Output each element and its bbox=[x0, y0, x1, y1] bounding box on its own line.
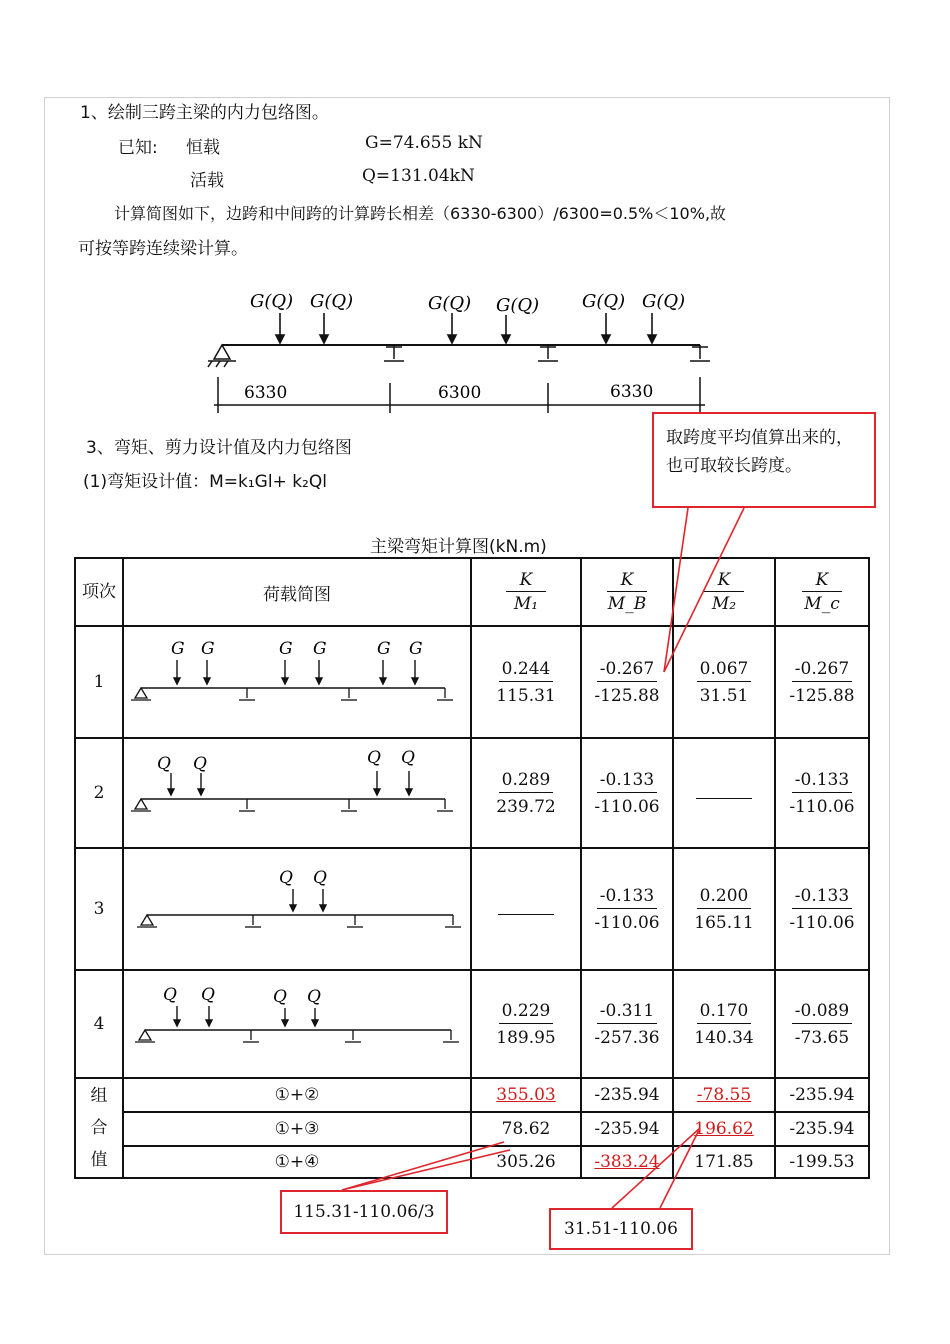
combo-name: ①+② bbox=[123, 1078, 471, 1112]
col-head-diagram: 荷载简图 bbox=[123, 558, 471, 626]
svg-text:Q: Q bbox=[193, 754, 207, 774]
svg-text:Q: Q bbox=[367, 748, 381, 768]
svg-text:G: G bbox=[377, 639, 391, 659]
callout-formula-right: 31.51-110.06 bbox=[549, 1208, 693, 1250]
svg-text:Q: Q bbox=[401, 748, 415, 768]
load-label: G(Q) bbox=[642, 291, 686, 312]
value-cell: $\frac{-0.133}{-110.06}$ bbox=[594, 769, 660, 817]
row-number: 1 bbox=[75, 626, 123, 738]
col-head-m2: $\frac{K}{\text{M₂}}$ bbox=[704, 570, 744, 614]
svg-text:G: G bbox=[171, 639, 185, 659]
load-label: G(Q) bbox=[582, 291, 626, 312]
value-cell: $\frac{-0.267}{-125.88}$ bbox=[789, 658, 855, 706]
combo-value: -235.94 bbox=[789, 1119, 855, 1139]
svg-text:G: G bbox=[279, 639, 293, 659]
row-number: 4 bbox=[75, 970, 123, 1078]
value-cell: $\frac{0.289}{239.72}$ bbox=[496, 769, 556, 817]
value-cell: $\frac{-0.133}{-110.06}$ bbox=[789, 769, 855, 817]
combo-value-highlight: 355.03 bbox=[496, 1085, 556, 1105]
svg-text:Q: Q bbox=[307, 987, 321, 1007]
combo-name: ①+③ bbox=[123, 1112, 471, 1146]
callout-span-note: 取跨度平均值算出来的，也可取较长跨度。 bbox=[652, 412, 876, 508]
dead-load-label: 恒载 bbox=[186, 138, 220, 158]
combo-value: 78.62 bbox=[501, 1119, 551, 1139]
value-cell: $\frac{-0.133}{-110.06}$ bbox=[789, 885, 855, 933]
value-cell: $\frac{-0.311}{-257.36}$ bbox=[594, 1000, 660, 1048]
callout-formula-left: 115.31-110.06/3 bbox=[280, 1190, 448, 1234]
svg-text:Q: Q bbox=[157, 754, 171, 774]
live-load-label: 活载 bbox=[190, 171, 224, 191]
section3-title: 3、弯矩、剪力设计值及内力包络图 bbox=[86, 438, 352, 458]
combo-name: ①+④ bbox=[123, 1146, 471, 1178]
value-cell: $\frac{0.170}{140.34}$ bbox=[694, 1000, 754, 1048]
combo-value: -199.53 bbox=[789, 1152, 855, 1172]
col-head-item: 项次 bbox=[75, 558, 123, 626]
combo-value: -235.94 bbox=[594, 1085, 660, 1105]
combo-value-highlight: 196.62 bbox=[694, 1119, 754, 1139]
span-length: 6330 bbox=[610, 382, 654, 402]
svg-text:G: G bbox=[409, 639, 423, 659]
svg-text:G: G bbox=[313, 639, 327, 659]
dead-load-value: G=74.655 kN bbox=[365, 133, 483, 153]
row-number: 3 bbox=[75, 848, 123, 970]
value-cell: $\frac{-0.133}{-110.06}$ bbox=[594, 885, 660, 933]
row-number: 2 bbox=[75, 738, 123, 848]
paragraph-line2: 可按等跨连续梁计算。 bbox=[78, 239, 248, 259]
combo-value: 305.26 bbox=[496, 1152, 556, 1172]
combo-label: 组 合 值 bbox=[75, 1078, 123, 1178]
combo-value: -235.94 bbox=[789, 1085, 855, 1105]
paragraph-line1: 计算简图如下，边跨和中间跨的计算跨长相差（6330-6300）/6300=0.5%＜10%,故 bbox=[114, 204, 727, 223]
value-cell: $\frac{0.229}{189.95}$ bbox=[496, 1000, 556, 1048]
combo-value: -235.94 bbox=[594, 1119, 660, 1139]
svg-text:Q: Q bbox=[273, 987, 287, 1007]
combo-value-highlight: -78.55 bbox=[696, 1085, 752, 1105]
load-label: G(Q) bbox=[250, 291, 294, 312]
svg-text:Q: Q bbox=[163, 985, 177, 1005]
table-caption: 主梁弯矩计算图(kN.m) bbox=[370, 537, 547, 557]
value-cell: $\frac{0.244}{115.31}$ bbox=[496, 658, 556, 706]
svg-text:G: G bbox=[201, 639, 215, 659]
svg-text:Q: Q bbox=[279, 868, 293, 888]
live-load-value: Q=131.04kN bbox=[362, 166, 475, 186]
col-head-m1: $\frac{K}{\text{M₁}}$ bbox=[506, 570, 546, 614]
known-label: 已知: bbox=[118, 138, 158, 158]
load-label: G(Q) bbox=[428, 293, 472, 314]
combo-value-highlight: -383.24 bbox=[594, 1152, 660, 1172]
load-label: G(Q) bbox=[310, 291, 354, 312]
value-cell: $\frac{0.200}{165.11}$ bbox=[694, 885, 754, 933]
svg-text:Q: Q bbox=[201, 985, 215, 1005]
value-cell: $\frac{-0.089}{-73.65}$ bbox=[792, 1001, 852, 1048]
combo-value: 171.85 bbox=[694, 1152, 754, 1172]
value-cell: $\frac{-0.267}{-125.88}$ bbox=[594, 658, 660, 706]
span-length: 6330 bbox=[244, 383, 288, 403]
heading: 1、绘制三跨主梁的内力包络图。 bbox=[80, 103, 329, 123]
load-label: G(Q) bbox=[496, 295, 540, 316]
col-head-mb: $\frac{K}{M\_B}$ bbox=[607, 570, 647, 614]
moment-formula: (1)弯矩设计值：M=k₁Gl+ k₂Ql bbox=[83, 472, 327, 492]
svg-text:Q: Q bbox=[313, 868, 327, 888]
value-cell: $\frac{0.067}{31.51}$ bbox=[697, 659, 752, 706]
col-head-mc: $\frac{K}{M\_c}$ bbox=[800, 570, 843, 614]
span-length: 6300 bbox=[438, 383, 482, 403]
